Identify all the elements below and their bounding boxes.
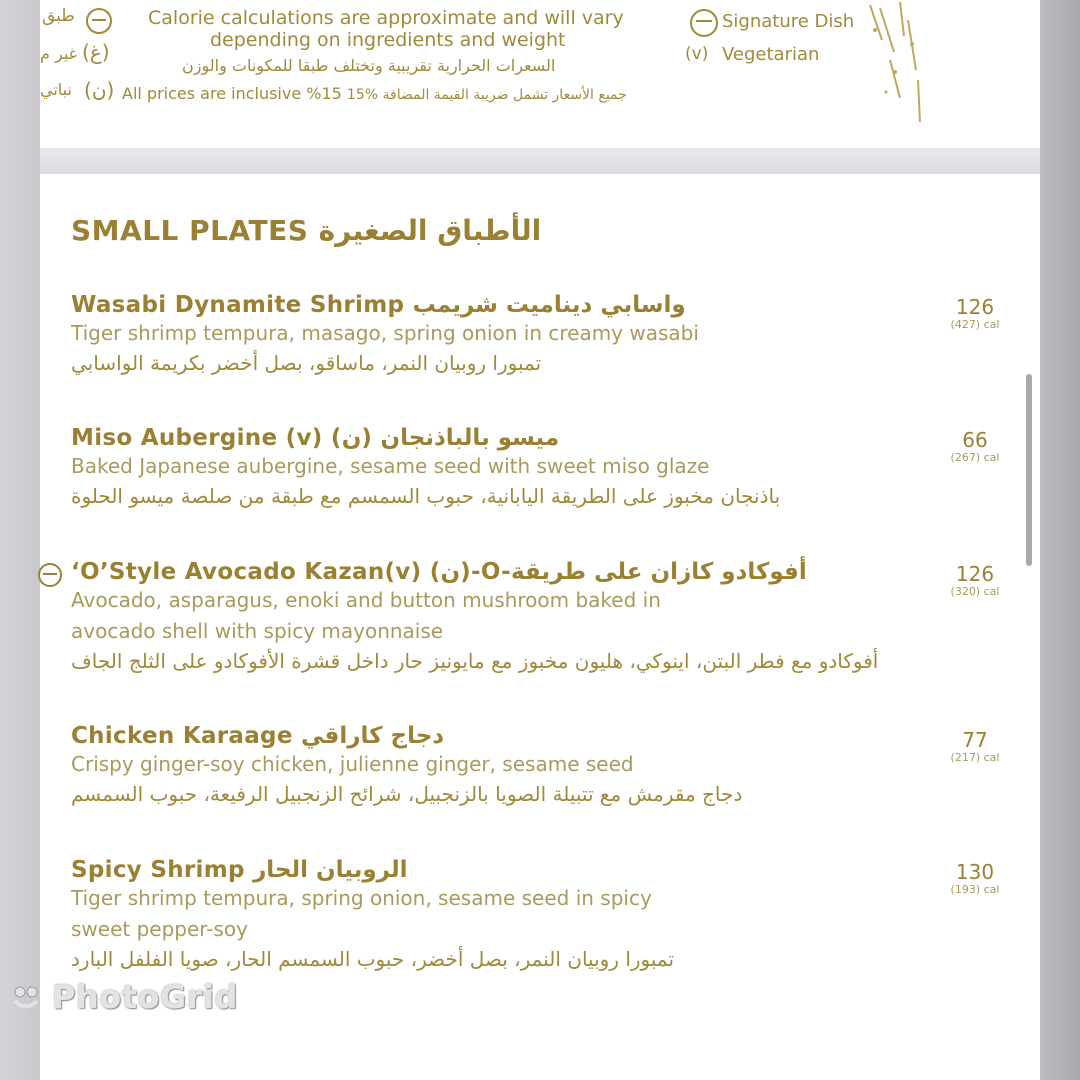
menu-item-description: Avocado, asparagus, enoki and button mushroom baked in [71,588,661,612]
menu-item[interactable] [71,857,971,971]
menu-item[interactable] [71,425,971,508]
legend-calorie-note-line1: Calorie calculations are approximate and will vary [148,7,624,29]
menu-item-price: 66 [962,428,988,452]
menu-item-description-ar: أفوكادو مع فطر البتن، اينوكي، هليون مخبوز مع مايونيز حار داخل قشرة الأفوكادو على الثلج الجاف [71,649,879,673]
menu-item-description: Tiger shrimp tempura, masago, spring onion in creamy wasabi [71,321,699,345]
menu-item-description: avocado shell with spicy mayonnaise [71,619,444,643]
menu-item-description: sweet pepper-soy [71,917,248,941]
legend-left-line1-ar: طبق [42,6,75,26]
right-background-edge [1040,0,1080,1080]
menu-item-name: Wasabi Dynamite Shrimp واسابي ديناميت شريمب [71,292,686,318]
menu-item-calories: (427) cal [950,318,1000,331]
left-background-edge [0,0,40,1080]
photogrid-logo-icon [12,984,40,1012]
menu-item[interactable] [71,559,971,673]
menu-item-price: 77 [962,728,988,752]
menu-item[interactable] [71,723,971,806]
menu-item-description-ar: تمبورا روبيان النمر، بصل أخضر، حبوب السمسم الحار، صويا الفلفل البارد [71,947,675,971]
menu-item-price-box [940,861,1010,896]
menu-item-price-box [940,296,1010,331]
card-separator [40,148,1040,174]
menu-item-name: ‘O’Style Avocado Kazan(v) (ن)-O-أفوكادو كازان على طريقة [71,559,807,585]
scrollbar-thumb[interactable] [1026,374,1032,566]
menu-item-price-box [940,429,1010,464]
menu-item-calories: (217) cal [950,751,1000,764]
menu-item-name: Spicy Shrimp الروبيان الحار [71,857,408,883]
legend-price-note [122,84,627,103]
menu-item-calories: (320) cal [950,585,1000,598]
section-title: SMALL PLATES الأطباق الصغيرة [71,214,542,247]
legend-price-note-ar: جميع الأسعار تشمل ضريبة القيمة المضافة %15 [346,87,627,103]
vegetarian-symbol: (v) [685,44,709,64]
menu-item-description-ar: دجاج مقرمش مع تتبيلة الصويا بالزنجبيل، شرائح الزنجبيل الرفيعة، حبوب السمسم [71,782,743,806]
photogrid-watermark: PhotoGrid [52,978,238,1016]
menu-item-name: Chicken Karaage دجاج كاراقي [71,723,445,749]
menu-item-description: Baked Japanese aubergine, sesame seed with sweet miso glaze [71,454,710,478]
menu-item-price: 126 [955,562,995,586]
legend-left-line2-ar: غير م [40,44,78,63]
menu-item-calories: (193) cal [950,883,1000,896]
decorative-branch-icon [860,0,930,125]
menu-item-name: Miso Aubergine (v) (ن) ميسو بالباذنجان [71,425,560,451]
signature-dish-icon [690,9,718,37]
menu-item-description-ar: تمبورا روبيان النمر، ماساقو، بصل أخضر بكريمة الواسابي [71,351,542,375]
legend-price-note-en: All prices are inclusive %15 [122,84,347,103]
menu-item-price: 130 [955,860,995,884]
menu-item-price-box [940,729,1010,764]
legend-calorie-note-line2: depending on ingredients and weight [210,29,566,51]
menu-item[interactable] [71,292,971,375]
menu-item-description-ar: باذنجان مخبوز على الطريقة اليابانية، حبوب السمسم مع طبقة من صلصة ميسو الحلوة [71,484,781,508]
legend-vegetarian-label: Vegetarian [722,44,820,65]
signature-symbol-icon [86,8,112,34]
menu-item-description: Crispy ginger-soy chicken, julienne ginger, sesame seed [71,752,634,776]
signature-dish-icon [38,563,62,587]
menu-item-calories: (267) cal [950,451,1000,464]
legend-signature-label: Signature Dish [722,11,855,32]
legend-card [40,0,1040,148]
legend-left-line3-ar: نباتي [40,80,72,99]
legend-left-line2-symbol: (غ) [82,40,110,64]
menu-item-price: 126 [955,295,995,319]
legend-calorie-note-ar: السعرات الحرارية تقريبية وتختلف طبقا للمكونات والوزن [182,56,556,75]
legend-left-line3-symbol: (ن) [84,78,115,102]
menu-item-description: Tiger shrimp tempura, spring onion, sesame seed in spicy [71,886,652,910]
menu-item-price-box [940,563,1010,598]
menu-card [40,174,1040,1080]
